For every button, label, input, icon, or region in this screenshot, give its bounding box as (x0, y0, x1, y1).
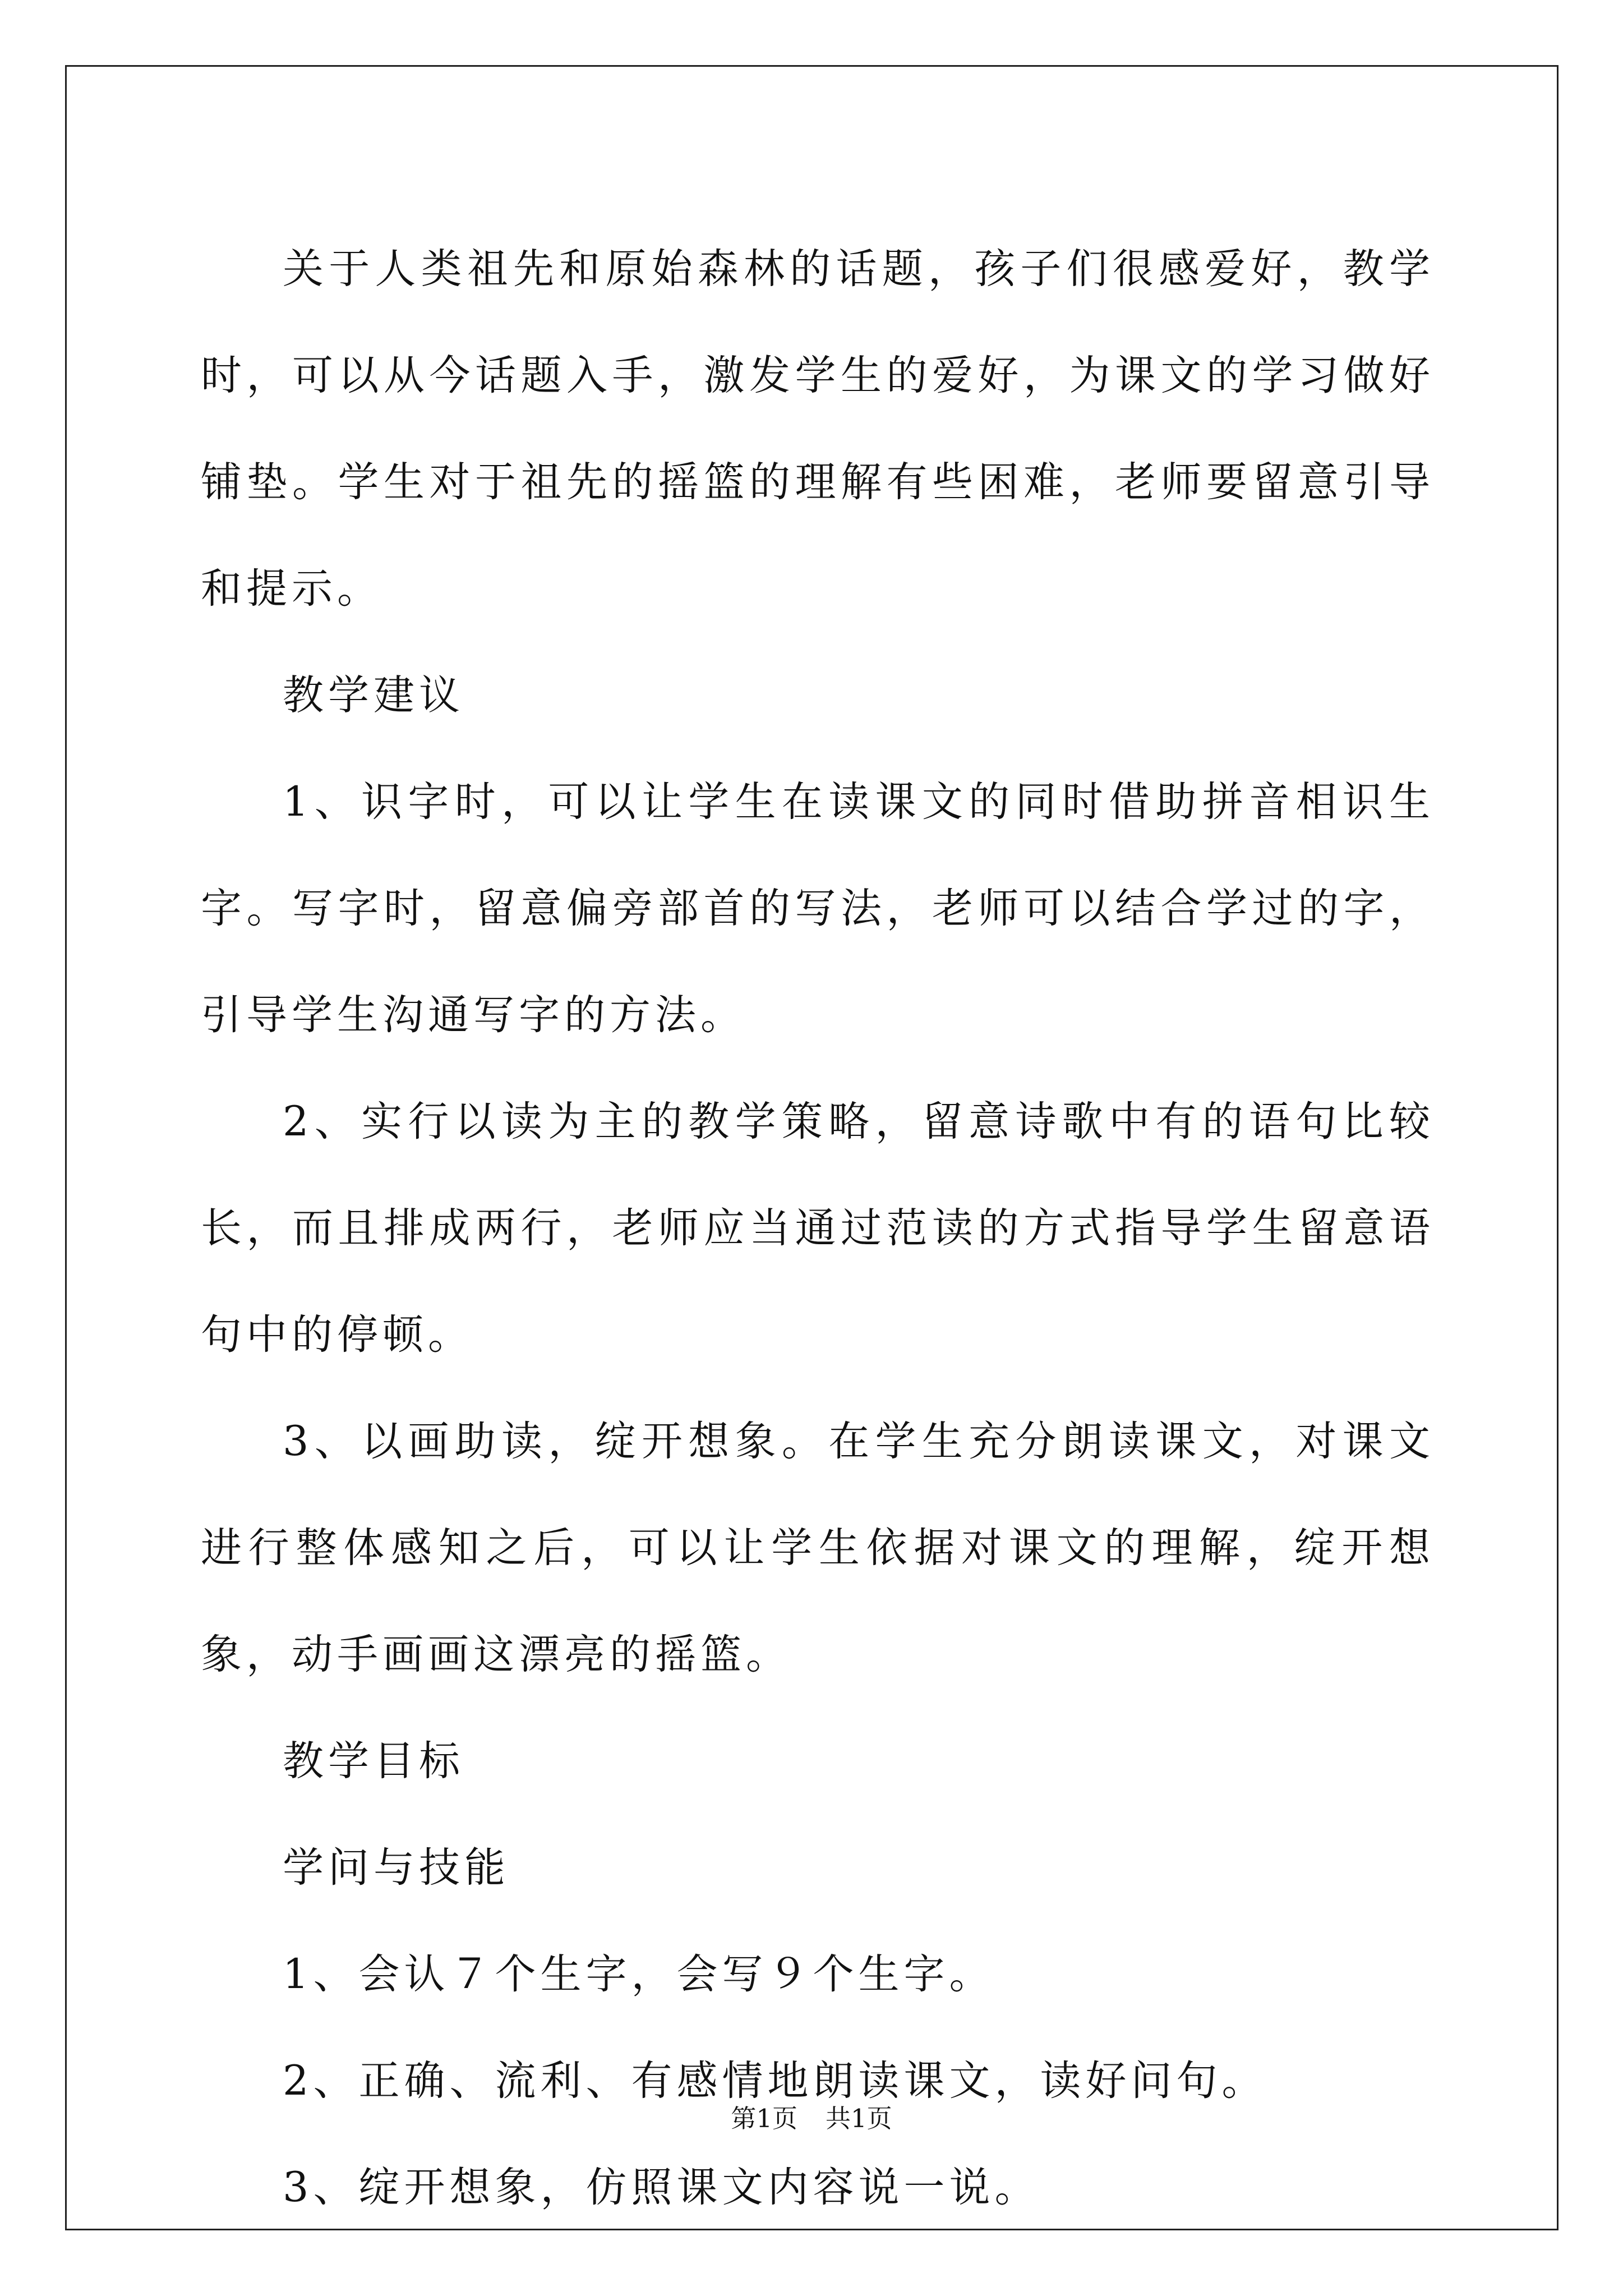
goal-item-2: 2、正确、流利、有感情地朗读课文，读好问句。 (283, 2057, 1267, 2105)
suggestion-item-3: 3、以画助读，绽开想象。在学生充分朗读课文，对课文进行整体感知之后，可以让学生依据对课文的理解，绽开想象，动手画画这漂亮的摇篮。 (201, 1418, 1435, 1678)
page-number-current: 第1页 (731, 2104, 797, 2133)
subheading-knowledge-skills: 学问与技能 (283, 1844, 510, 1892)
suggestion-item-1: 1、识字时，可以让学生在读课文的同时借助拼音相识生字。写字时，留意偏旁部首的写法，老师可以结合学过的字，引导学生沟通写字的方法。 (201, 778, 1435, 1039)
page-number-total: 共1页 (826, 2104, 892, 2133)
section-heading-teaching-suggestions: 教学建议 (283, 671, 464, 719)
goal-item-1: 1、会认７个生字，会写９个生字。 (283, 1950, 995, 1998)
goal-item-3: 3、绽开想象，仿照课文内容说一说。 (283, 2164, 1040, 2211)
section-heading-teaching-goals: 教学目标 (283, 1737, 464, 1785)
suggestion-item-2: 2、实行以读为主的教学策略，留意诗歌中有的语句比较长，而且排成两行，老师应当通过范读的方式指导学生留意语句中的停顿。 (201, 1098, 1435, 1359)
document-body (201, 216, 1435, 2241)
intro-paragraph: 关于人类祖先和原始森林的话题，孩子们很感爱好，教学时，可以从今话题入手，激发学生的爱好，为课文的学习做好铺垫。学生对于祖先的摇篮的理解有些困难，老师要留意引导和提示。 (201, 245, 1435, 613)
page-footer (0, 2098, 1623, 2134)
